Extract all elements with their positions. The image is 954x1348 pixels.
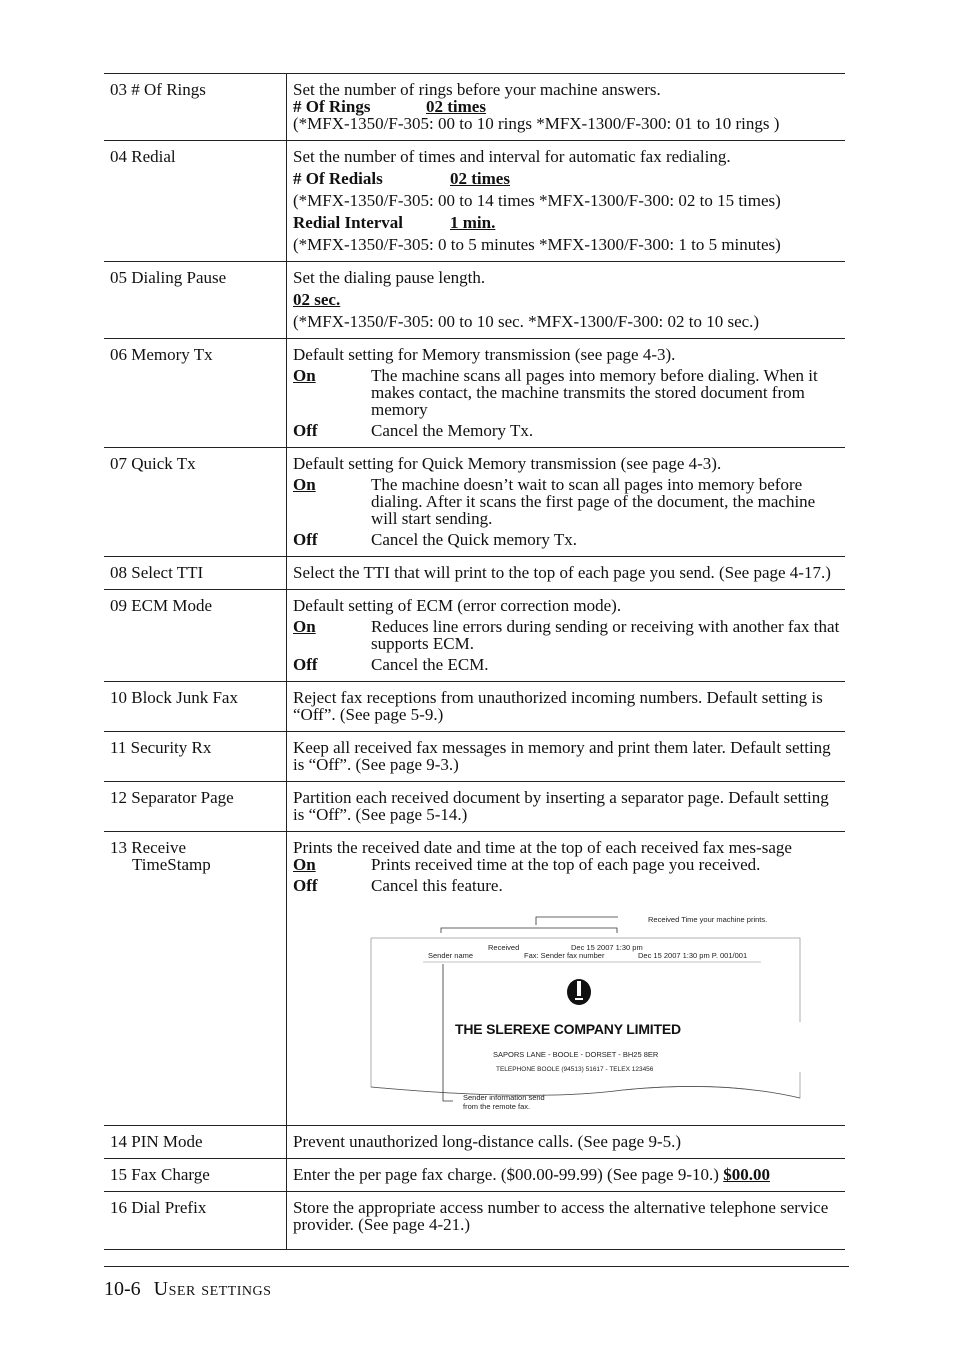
description-text: Set the dialing pause length. bbox=[293, 268, 486, 287]
table-row bbox=[104, 682, 845, 732]
table-row bbox=[104, 1159, 845, 1192]
option-text: Reduces line errors during sending or receiving with another fax that supports ECM. bbox=[371, 617, 840, 653]
setting-name: 09 ECM Mode bbox=[104, 590, 287, 682]
default-value: 02 times bbox=[450, 169, 510, 188]
setting-name: 08 Select TTI bbox=[104, 557, 287, 590]
setting-description bbox=[287, 590, 846, 682]
description-text: Prints the received date and time at the top of each received fax mes-sage bbox=[293, 838, 792, 857]
table-row bbox=[104, 832, 845, 1126]
table-row bbox=[104, 782, 845, 832]
setting-name: 03 # Of Rings bbox=[104, 74, 287, 141]
default-value: 02 sec. bbox=[293, 290, 341, 309]
option-text: Cancel the ECM. bbox=[371, 655, 489, 674]
setting-name bbox=[104, 832, 287, 1126]
range-note: (*MFX-1350/F-305: 00 to 10 sec. *MFX-1300/F-300: 02 to 10 sec.) bbox=[293, 312, 760, 331]
setting-description bbox=[287, 682, 846, 732]
callout-received-time: Received Time your machine prints. bbox=[648, 915, 768, 924]
received-label: Received bbox=[488, 943, 520, 952]
table-row bbox=[104, 1192, 845, 1250]
description-text: Keep all received fax messages in memory and print them later. Default setting is “Off”. (See page 9-3.) bbox=[293, 738, 831, 774]
default-value: 1 min. bbox=[450, 213, 496, 232]
option-text: Prints received time at the top of each page you received. bbox=[371, 855, 761, 874]
option-key: # Of Rings bbox=[293, 97, 371, 116]
setting-name: 07 Quick Tx bbox=[104, 448, 287, 557]
description-text: Partition each received document by inserting a separator page. Default setting is “Off”. (See page 5-14.) bbox=[293, 788, 829, 824]
callout-sender-info: from the remote fax. bbox=[463, 1102, 531, 1111]
setting-description bbox=[287, 339, 846, 448]
setting-description bbox=[287, 141, 846, 262]
default-value: 02 times bbox=[426, 97, 486, 116]
setting-description bbox=[287, 732, 846, 782]
option-text: The machine scans all pages into memory before dialing. When it makes contact, the machine transmits the stored document from memory bbox=[371, 366, 818, 419]
sender-date-page: Dec 15 2007 1:30 pm P. 001/001 bbox=[638, 951, 748, 960]
option-on: On bbox=[293, 855, 316, 874]
range-note: (*MFX-1350/F-305: 0 to 5 minutes *MFX-1300/F-300: 1 to 5 minutes) bbox=[293, 235, 781, 254]
setting-description bbox=[287, 832, 846, 1126]
table-row bbox=[104, 557, 845, 590]
fax-page-drawing bbox=[293, 902, 833, 1117]
description-text: Reject fax receptions from unauthorized incoming numbers. Default setting is “Off”. (See page 5-9.) bbox=[293, 688, 823, 724]
table-row bbox=[104, 732, 845, 782]
table-row bbox=[104, 262, 845, 339]
option-on: On bbox=[293, 366, 316, 385]
setting-description bbox=[287, 1192, 846, 1250]
setting-description bbox=[287, 74, 846, 141]
option-key: # Of Redials bbox=[293, 169, 383, 188]
option-text: Cancel this feature. bbox=[371, 876, 503, 895]
setting-description bbox=[287, 782, 846, 832]
setting-description bbox=[287, 448, 846, 557]
setting-name: 14 PIN Mode bbox=[104, 1126, 287, 1159]
description-text: Prevent unauthorized long-distance calls. (See page 9-5.) bbox=[293, 1132, 682, 1151]
description-text: Enter the per page fax charge. ($00.00-99.99) (See page 9-10.) bbox=[293, 1165, 724, 1184]
page-number: 10-6 bbox=[104, 1278, 141, 1300]
option-on: On bbox=[293, 475, 316, 494]
setting-name: 05 Dialing Pause bbox=[104, 262, 287, 339]
setting-name: 06 Memory Tx bbox=[104, 339, 287, 448]
setting-name: 04 Redial bbox=[104, 141, 287, 262]
company-name: THE SLEREXE COMPANY LIMITED bbox=[455, 1021, 681, 1037]
table-row bbox=[104, 448, 845, 557]
setting-name: 10 Block Junk Fax bbox=[104, 682, 287, 732]
table-row bbox=[104, 1126, 845, 1159]
page-footer bbox=[104, 1278, 271, 1301]
description-text: Select the TTI that will print to the top of each page you send. (See page 4-17.) bbox=[293, 563, 831, 582]
setting-description bbox=[287, 1159, 846, 1192]
option-off: Off bbox=[293, 876, 318, 895]
table-row bbox=[104, 141, 845, 262]
settings-table bbox=[104, 73, 845, 1250]
option-off: Off bbox=[293, 421, 318, 440]
footer-rule bbox=[104, 1266, 849, 1267]
setting-description bbox=[287, 557, 846, 590]
setting-description bbox=[287, 1126, 846, 1159]
setting-name: 16 Dial Prefix bbox=[104, 1192, 287, 1250]
fax-timestamp-illustration bbox=[293, 902, 833, 1117]
range-note: (*MFX-1350/F-305: 00 to 14 times *MFX-1300/F-300: 02 to 15 times) bbox=[293, 191, 781, 210]
setting-name-line2: TimeStamp bbox=[132, 855, 211, 874]
default-value: $00.00 bbox=[723, 1165, 770, 1184]
description-text: Store the appropriate access number to access the alternative telephone service provider. (See page 4-21.) bbox=[293, 1198, 829, 1234]
section-title: User settings bbox=[153, 1278, 272, 1300]
received-date: Dec 15 2007 1:30 pm bbox=[571, 943, 643, 952]
description-text: Default setting of ECM (error correction mode). bbox=[293, 596, 622, 615]
setting-name: 15 Fax Charge bbox=[104, 1159, 287, 1192]
description-text: Set the number of rings before your machine answers. bbox=[293, 80, 661, 99]
option-text: Cancel the Memory Tx. bbox=[371, 421, 534, 440]
description-text: Default setting for Memory transmission (see page 4-3). bbox=[293, 345, 676, 364]
table-row bbox=[104, 74, 845, 141]
company-telephone: TELEPHONE BOOLE (94513) 51617 - TELEX 123456 bbox=[496, 1066, 654, 1073]
setting-name: 11 Security Rx bbox=[104, 732, 287, 782]
option-text: Cancel the Quick memory Tx. bbox=[371, 530, 577, 549]
description-text: Default setting for Quick Memory transmission (see page 4-3). bbox=[293, 454, 722, 473]
option-text: The machine doesn’t wait to scan all pages into memory before dialing. After it scans the first page of the document, the machine will start sending. bbox=[371, 475, 816, 528]
setting-description bbox=[287, 262, 846, 339]
option-off: Off bbox=[293, 655, 318, 674]
option-on: On bbox=[293, 617, 316, 636]
callout-sender-info: Sender information send bbox=[463, 1093, 545, 1102]
description-text: Set the number of times and interval for automatic fax redialing. bbox=[293, 147, 731, 166]
range-note: (*MFX-1350/F-305: 00 to 10 rings *MFX-1300/F-300: 01 to 10 rings ) bbox=[293, 114, 780, 133]
sender-name-label: Sender name bbox=[428, 951, 474, 960]
company-address: SAPORS LANE - BOOLE - DORSET - BH25 8ER bbox=[493, 1050, 659, 1059]
option-off: Off bbox=[293, 530, 318, 549]
table-row bbox=[104, 590, 845, 682]
setting-name: 12 Separator Page bbox=[104, 782, 287, 832]
setting-name-line1: 13 Receive bbox=[110, 838, 186, 857]
fax-sender-number: Fax: Sender fax number bbox=[524, 951, 605, 960]
option-key: Redial Interval bbox=[293, 213, 404, 232]
table-row bbox=[104, 339, 845, 448]
